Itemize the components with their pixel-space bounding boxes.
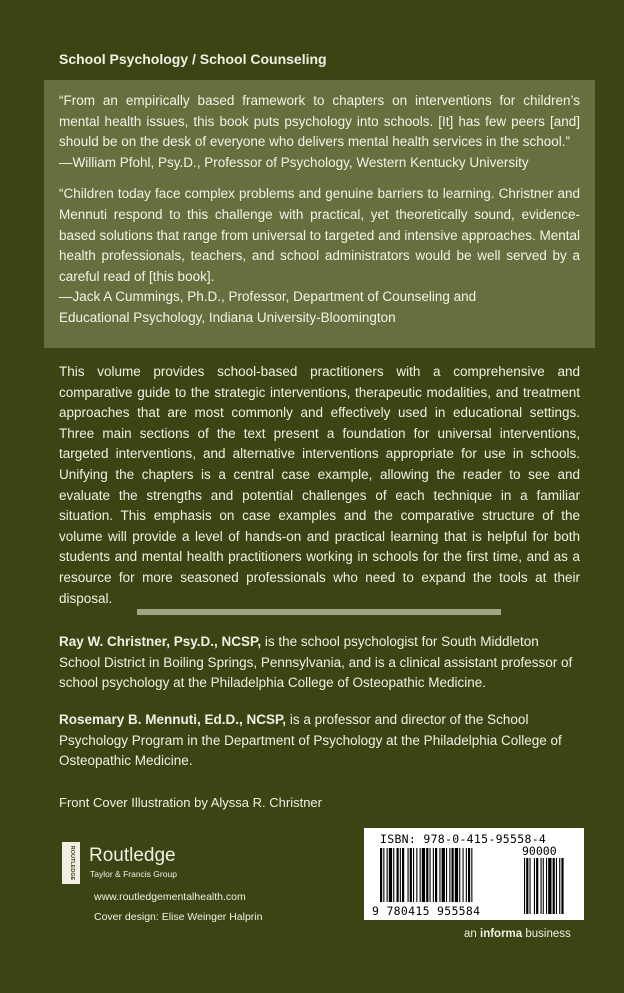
isbn-number: ISBN: 978-0-415-95558-4	[380, 832, 547, 846]
price-code: 90000	[522, 844, 557, 858]
informa-tagline: an informa business	[464, 928, 571, 940]
endorsement-box	[44, 80, 595, 348]
author-bio-mennuti	[59, 710, 580, 772]
quote-text: “From an empirically based framework to chapters on interventions for children’s mental health issues, this book puts psychology into schools. [It] has few peers [and] should be on the desk of everyone who delivers mental health services in the school.”	[59, 93, 580, 150]
quote-attribution: —Jack A Cummings, Ph.D., Professor, Department of Counseling and Educational Psychology, Indiana University-Bloomington	[59, 289, 477, 325]
quote-attribution: —William Pfohl, Psy.D., Professor of Psychology, Western Kentucky University	[59, 154, 529, 170]
book-description: This volume provides school-based practitioners with a comprehensive and comparative guide to the strategic interventions, therapeutic modalities, and treatment approaches that are most commonly and effectively used in educational settings. Three main sections of the text present a foundation for universal interventions, targeted interventions, and alternative interventions appropriate for use in schools. Unifying the chapters is a central case example, allowing the reader to see and evaluate the strengths and potential challenges of each technique in a familiar situation. This emphasis on case examples and the comparative structure of the volume will provide a level of hands-on and practical learning that is helpful for both students and mental health practitioners working in schools for the first time, and as a resource for more seasoned professionals who need to expand the tools at their disposal.	[59, 364, 580, 606]
illustration-credit: Front Cover Illustration by Alyssa R. Christner	[59, 795, 322, 810]
endorsement-quote-1	[59, 91, 580, 173]
ean-digits: 9 780415 955584	[372, 904, 481, 918]
cover-design-credit: Cover design: Elise Weinger Halprin	[94, 911, 263, 923]
author-bio-text: is a professor and director of the School Psychology Program in the Department of Psychology at the Philadelphia College of Osteopathic Medicine.	[59, 712, 562, 769]
informa-brand: informa	[480, 928, 523, 940]
author-name: Ray W. Christner, Psy.D., NCSP,	[59, 634, 262, 649]
publisher-group: Taylor & Francis Group	[90, 869, 177, 879]
routledge-mark-icon	[62, 842, 80, 884]
quote-text: “Children today face complex problems and genuine barriers to learning. Christner and Mennuti respond to this challenge with practical, yet theoretically sound, evidence-based solutions that range from universal to targeted and intensive approaches. Mental health professionals, teachers, and school administrators would be well served by a careful read of [this book].	[59, 186, 580, 284]
endorsement-quote-2	[59, 184, 580, 328]
publisher-website: www.routledgementalhealth.com	[94, 891, 246, 903]
publisher-name: Routledge	[89, 845, 176, 866]
isbn-barcode	[364, 828, 584, 920]
routledge-logo	[62, 842, 202, 884]
author-bio-text: is the school psychologist for South Middleton School District in Boiling Springs, Pennsylvania, and is a clinical assistant professor of school psychology at the Philadelphia College of Osteopathic Medicine.	[59, 634, 573, 691]
category-label: School Psychology / School Counseling	[59, 51, 327, 67]
svg-text:ROUTLEDGE: ROUTLEDGE	[69, 845, 75, 881]
author-name: Rosemary B. Mennuti, Ed.D., NCSP,	[59, 712, 287, 727]
author-bio-christner	[59, 632, 580, 694]
divider-bar	[137, 609, 501, 615]
